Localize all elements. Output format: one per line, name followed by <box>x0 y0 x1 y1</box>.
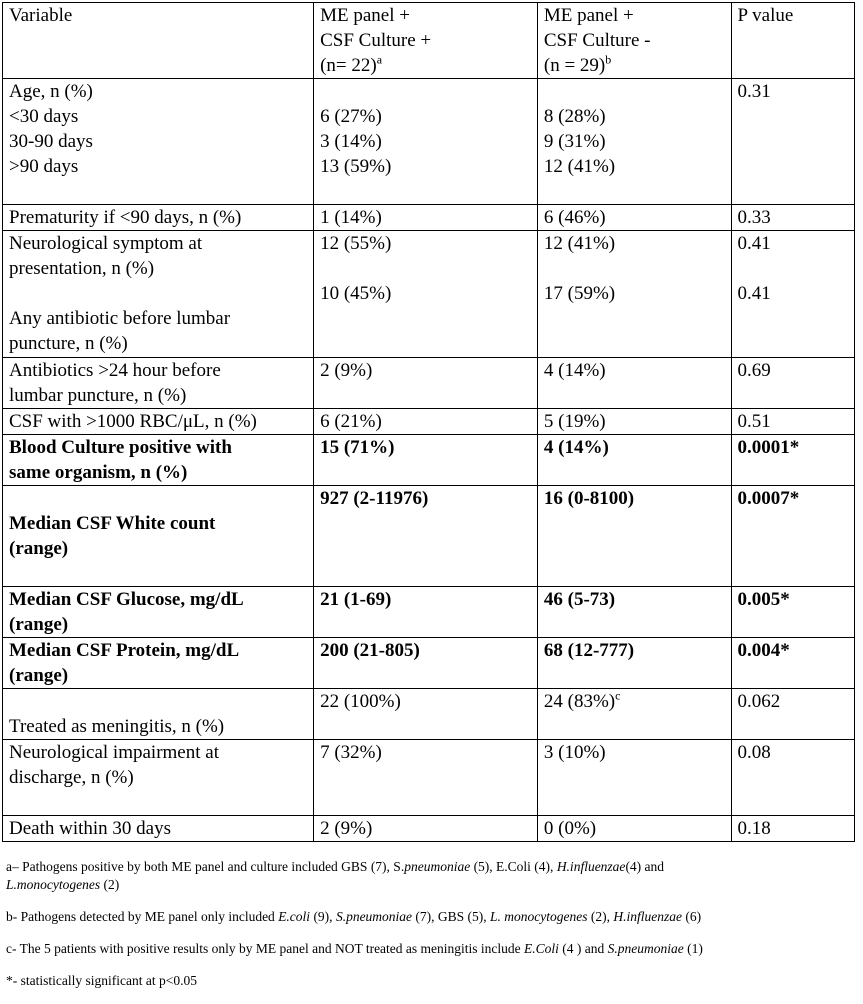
table-row <box>3 486 855 587</box>
death-col1: 2 (9%) <box>314 816 538 842</box>
protein-col2: 68 (12-777) <box>537 638 731 689</box>
table-row <box>3 740 855 816</box>
header-pvalue: P value <box>731 3 854 79</box>
death-label: Death within 30 days <box>3 816 314 842</box>
prematurity-label: Prematurity if <90 days, n (%) <box>3 205 314 231</box>
results-table <box>2 2 855 842</box>
age-col2: 8 (28%) 9 (31%) 12 (41%) <box>537 79 731 205</box>
table-row <box>3 587 855 638</box>
footnotes <box>6 858 856 1004</box>
rbc-p: 0.51 <box>731 409 854 435</box>
footnote-c: c- The 5 patients with positive results only by ME panel and NOT treated as meningitis include E.Coli (4 ) and S.pneumoniae (1) <box>6 941 703 956</box>
table-row <box>3 205 855 231</box>
footnote-b: b- Pathogens detected by ME panel only included E.coli (9), S.pneumoniae (7), GBS (5), L. monocytogenes (2), H.influenzae (6) <box>6 909 702 924</box>
neuro-p: 0.41 0.41 <box>731 231 854 358</box>
impairment-col1: 7 (32%) <box>314 740 538 816</box>
white-col2: 16 (0-8100) <box>537 486 731 587</box>
age-p: 0.31 <box>731 79 854 205</box>
impairment-label: Neurological impairment at discharge, n (%) <box>3 740 314 816</box>
impairment-col2: 3 (10%) <box>537 740 731 816</box>
header-row <box>3 3 855 79</box>
death-col2: 0 (0%) <box>537 816 731 842</box>
protein-col1: 200 (21-805) <box>314 638 538 689</box>
glucose-p: 0.005* <box>731 587 854 638</box>
glucose-col2: 46 (5-73) <box>537 587 731 638</box>
table-row <box>3 638 855 689</box>
impairment-p: 0.08 <box>731 740 854 816</box>
antibiotics24-col2: 4 (14%) <box>537 358 731 409</box>
footnote-a: a– Pathogens positive by both ME panel and culture included GBS (7), S.pneumoniae (5), E.Coli (4), H.influenzae(4) and L.monocytogenes (2) <box>6 859 665 892</box>
antibiotics24-col1: 2 (9%) <box>314 358 538 409</box>
treated-col2: 24 $(83\%)^c$ <box>537 689 731 740</box>
rbc-col1: 6 (21%) <box>314 409 538 435</box>
antibiotics24-label: Antibiotics >24 hour before lumbar puncture, n (%) <box>3 358 314 409</box>
protein-label: Median CSF Protein, mg/dL (range) <box>3 638 314 689</box>
neuro-label: Neurological symptom at presentation, n (%) Any antibiotic before lumbar puncture, n (%) <box>3 231 314 358</box>
neuro-col1: 12 (55%) 10 (45%) <box>314 231 538 358</box>
glucose-label: Median CSF Glucose, mg/dL (range) <box>3 587 314 638</box>
blood-label: Blood Culture positive with same organism, n (%) <box>3 435 314 486</box>
table-row <box>3 689 855 740</box>
rbc-label: CSF with >1000 RBC/μL, n (%) <box>3 409 314 435</box>
table-row <box>3 409 855 435</box>
protein-p: 0.004* <box>731 638 854 689</box>
glucose-col1: 21 (1-69) <box>314 587 538 638</box>
header-col1: ME panel + CSF Culture + (n= 22)$^a$ <box>314 3 538 79</box>
treated-col1: 22 (100%) <box>314 689 538 740</box>
table-row <box>3 358 855 409</box>
footnote-star: *- statistically significant at p<0.05 <box>6 973 197 988</box>
white-label: Median CSF White count (range) <box>3 486 314 587</box>
prematurity-p: 0.33 <box>731 205 854 231</box>
blood-col1: 15 (71%) <box>314 435 538 486</box>
white-p: 0.0007* <box>731 486 854 587</box>
table-row <box>3 435 855 486</box>
age-label: Age, n (%) <30 days 30-90 days >90 days <box>3 79 314 205</box>
neuro-col2: 12 (41%) 17 (59%) <box>537 231 731 358</box>
blood-col2: 4 (14%) <box>537 435 731 486</box>
table-row <box>3 231 855 358</box>
death-p: 0.18 <box>731 816 854 842</box>
table-row <box>3 816 855 842</box>
prematurity-col1: 1 (14%) <box>314 205 538 231</box>
blood-p: 0.0001* <box>731 435 854 486</box>
table-row <box>3 79 855 205</box>
treated-p: 0.062 <box>731 689 854 740</box>
white-col1: 927 (2-11976) <box>314 486 538 587</box>
rbc-col2: 5 (19%) <box>537 409 731 435</box>
age-col1: 6 (27%) 3 (14%) 13 (59%) <box>314 79 538 205</box>
treated-label: Treated as meningitis, n (%) <box>3 689 314 740</box>
antibiotics24-p: 0.69 <box>731 358 854 409</box>
header-col2: ME panel + CSF Culture - (n = 29)$^b$ <box>537 3 731 79</box>
prematurity-col2: 6 (46%) <box>537 205 731 231</box>
header-variable: Variable <box>3 3 314 79</box>
